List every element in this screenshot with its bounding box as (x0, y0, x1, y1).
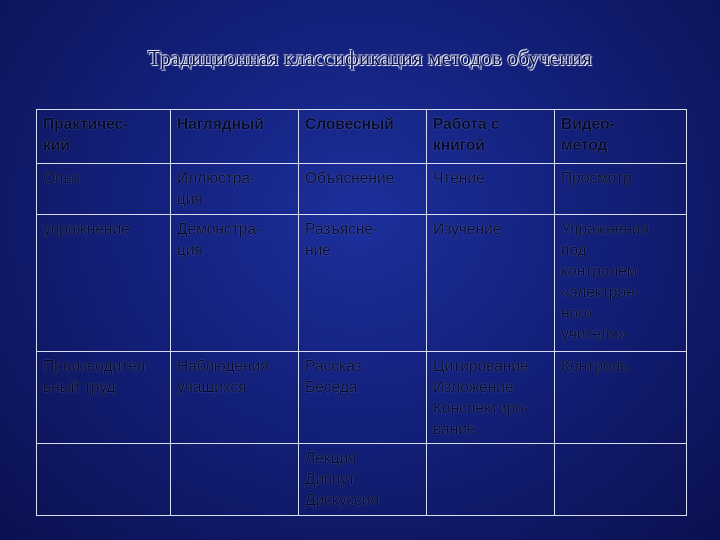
table-cell: Просмотр (555, 164, 687, 215)
table-header-row (37, 110, 687, 164)
table-cell: упражнение (37, 215, 171, 352)
table-row (37, 164, 687, 215)
table-cell: Рассказ Беседа (299, 352, 427, 444)
header-cell: Практичес- кий (37, 110, 171, 164)
header-cell: Наглядный (171, 110, 299, 164)
table-cell: Производител ьный труд (37, 352, 171, 444)
header-cell: Словесный (299, 110, 427, 164)
table-row (37, 215, 687, 352)
table-cell (171, 444, 299, 516)
table-cell: Контроль (555, 352, 687, 444)
table-cell: Лекция Диспут Дискуссия (299, 444, 427, 516)
table-cell: Наблюдения учащихся (171, 352, 299, 444)
table-row (37, 444, 687, 516)
table-cell: Разъясне- ние (299, 215, 427, 352)
table-cell (37, 444, 171, 516)
table-cell (555, 444, 687, 516)
table-cell: Объяснение (299, 164, 427, 215)
methods-table (36, 109, 687, 516)
header-cell: Видео- метод (555, 110, 687, 164)
table-cell: Чтение (427, 164, 555, 215)
table-cell: Демонстра- ция (171, 215, 299, 352)
table-cell (427, 444, 555, 516)
table-cell: Цитирование Изложение Конспектиро- вание (427, 352, 555, 444)
table-cell: Опыт (37, 164, 171, 215)
table-cell: Упражнения под контролем «электрон- ного учителя» (555, 215, 687, 352)
table-row (37, 352, 687, 444)
header-cell: Работа с книгой (427, 110, 555, 164)
table-cell: Иллюстра- ция (171, 164, 299, 215)
slide-title: Традиционная классификация методов обучения (147, 46, 593, 70)
table-cell: Изучение (427, 215, 555, 352)
